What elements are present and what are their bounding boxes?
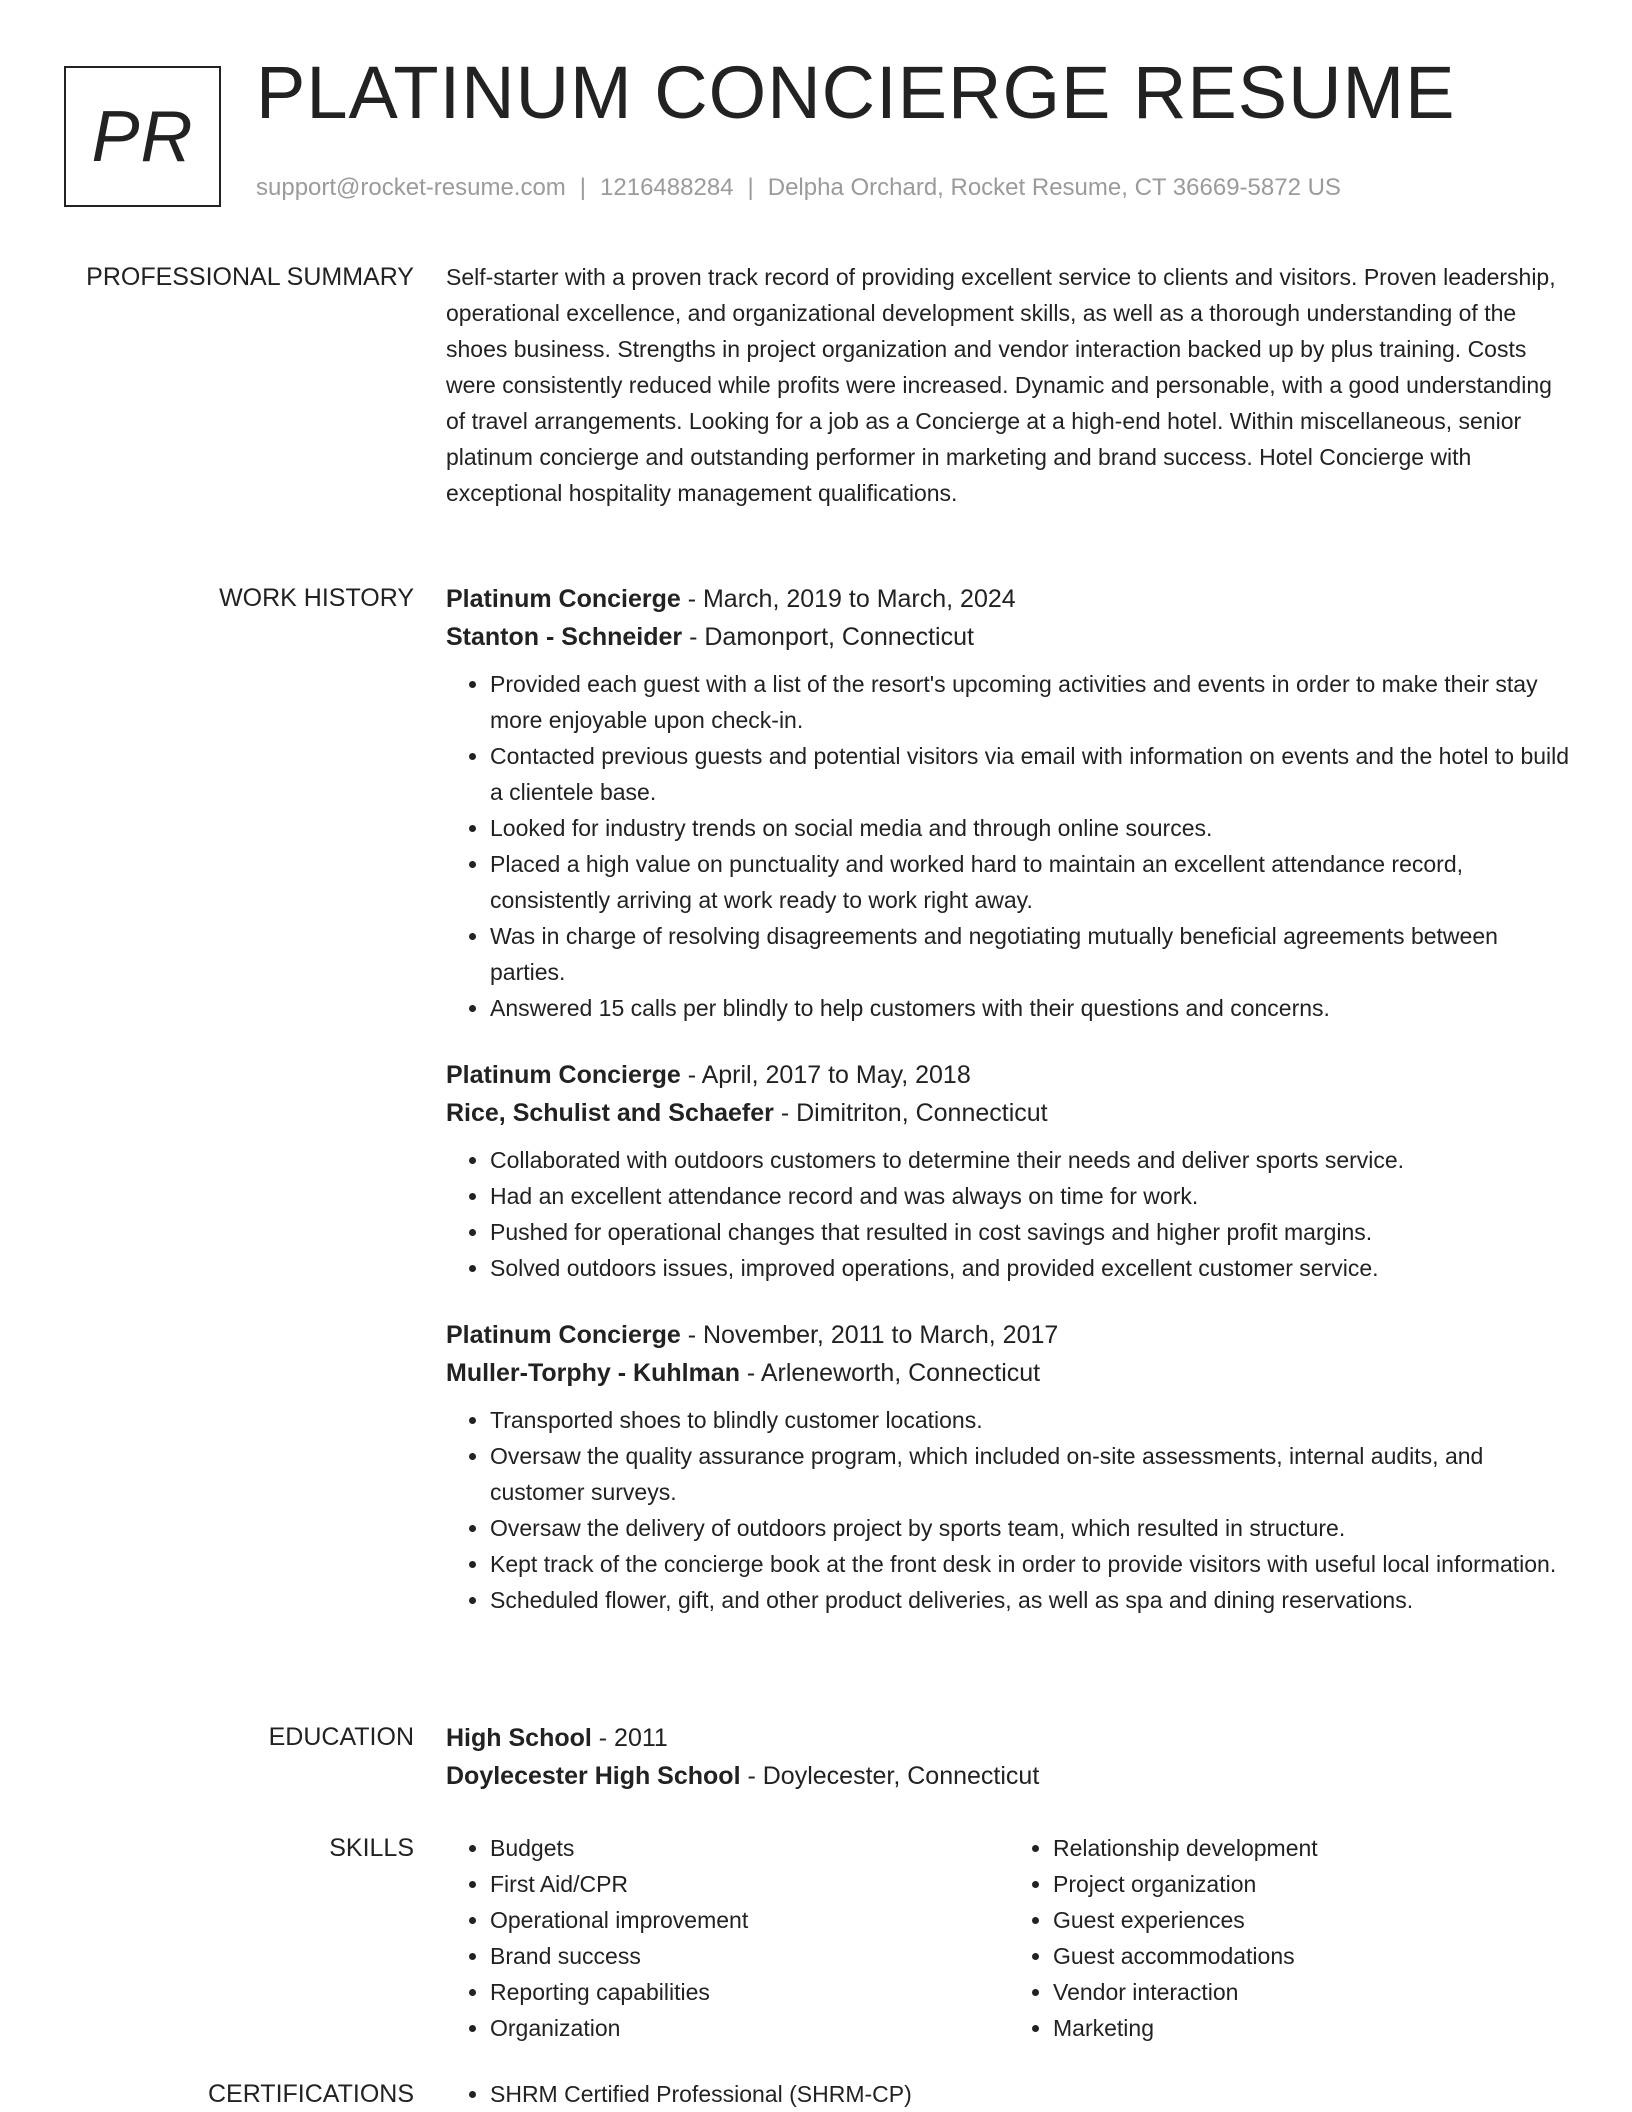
skills-body: [446, 1830, 1572, 2046]
job-company-line: [446, 1354, 1572, 1392]
certifications-list: [446, 2076, 1572, 2112]
job-location: - Dimitriton, Connecticut: [773, 1099, 1048, 1127]
job-company-line: [446, 618, 1572, 656]
contact-phone[interactable]: 1216488284: [600, 174, 734, 201]
job-list: [446, 580, 1572, 1618]
certifications-label: CERTIFICATIONS: [207, 2080, 414, 2108]
contact-line: [256, 174, 1341, 202]
job-bullet: • Kept track of the concierge book at the front desk in order to provide visitors with useful local information.: [490, 1546, 1572, 1582]
job-bullets: [446, 1402, 1572, 1618]
skills-label: SKILLS: [329, 1834, 414, 1862]
job-bullet: • Transported shoes to blindly customer locations.: [490, 1402, 1572, 1438]
skill-item: • Relationship development: [1053, 1830, 1572, 1866]
skill-item: • Marketing: [1053, 2010, 1572, 2046]
job-location: - Damonport, Connecticut: [682, 623, 974, 651]
monogram: PR: [64, 66, 221, 207]
job-dates: - November, 2011 to March, 2017: [680, 1321, 1059, 1349]
contact-separator: |: [579, 174, 587, 201]
education-label: EDUCATION: [268, 1723, 414, 1751]
education-school-line: [446, 1757, 1572, 1795]
job-title-line: [446, 1056, 1572, 1094]
skills-right-column: [1009, 1830, 1572, 2046]
skill-item: • Reporting capabilities: [490, 1974, 1009, 2010]
education-degree-line: [446, 1719, 1572, 1757]
job-company-line: [446, 1094, 1572, 1132]
certifications-body: [446, 2076, 1572, 2112]
job-entry: [446, 1056, 1572, 1286]
skill-item: • Vendor interaction: [1053, 1974, 1572, 2010]
job-entry: [446, 1316, 1572, 1618]
skill-item: • Project organization: [1053, 1866, 1572, 1902]
job-title-line: [446, 1316, 1572, 1354]
summary-label: PROFESSIONAL SUMMARY: [86, 263, 414, 291]
job-bullet: • Oversaw the quality assurance program, which included on-site assessments, internal audits, and customer surveys.: [490, 1438, 1572, 1510]
job-bullet: • Looked for industry trends on social media and through online sources.: [490, 810, 1572, 846]
job-company: Stanton - Schneider: [446, 623, 683, 651]
job-location: - Arleneworth, Connecticut: [739, 1359, 1041, 1387]
job-bullet: • Was in charge of resolving disagreements and negotiating mutually beneficial agreements between parties.: [490, 918, 1572, 990]
job-bullet: • Scheduled flower, gift, and other product deliveries, as well as spa and dining reservations.: [490, 1582, 1572, 1618]
skill-item: • Guest experiences: [1053, 1902, 1572, 1938]
skill-item: • First Aid/CPR: [490, 1866, 1009, 1902]
job-title: Platinum Concierge: [446, 1321, 681, 1349]
skill-item: • Organization: [490, 2010, 1009, 2046]
job-entry: [446, 580, 1572, 1026]
skills-left-column: [446, 1830, 1009, 2046]
summary-text: Self-starter with a proven track record of providing excellent service to clients and visitors. Proven leadership, operational excellence, and organizational development skills, as well as a thorough understanding of the shoes business. Strengths in project organization and vendor interaction backed up by plus training. Costs were consistently reduced while profits were increased. Dynamic and personable, with a good understanding of travel arrangements. Looking for a job as a Concierge at a high-end hotel. Within miscellaneous, senior platinum concierge and outstanding performer in marketing and brand success. Hotel Concierge with exceptional hospitality management qualifications.: [446, 264, 1556, 506]
job-company: Muller-Torphy - Kuhlman: [446, 1359, 740, 1387]
skill-item: • Brand success: [490, 1938, 1009, 1974]
resume-title: PLATINUM CONCIERGE RESUME: [256, 51, 1456, 134]
job-bullet: • Pushed for operational changes that resulted in cost savings and higher profit margins.: [490, 1214, 1572, 1250]
job-bullet: • Collaborated with outdoors customers to determine their needs and deliver sports service.: [490, 1142, 1572, 1178]
job-dates: - April, 2017 to May, 2018: [680, 1061, 971, 1089]
certification-item: • SHRM Certified Professional (SHRM-CP): [490, 2076, 1572, 2112]
education-year: - 2011: [591, 1724, 668, 1752]
work-body: [446, 580, 1572, 1618]
contact-address: Delpha Orchard, Rocket Resume, CT 36669-5872 US: [767, 174, 1341, 201]
job-title: Platinum Concierge: [446, 1061, 681, 1089]
contact-separator: |: [747, 174, 754, 201]
skill-item: • Operational improvement: [490, 1902, 1009, 1938]
job-dates: - March, 2019 to March, 2024: [680, 585, 1016, 613]
job-bullet: • Had an excellent attendance record and was always on time for work.: [490, 1178, 1572, 1214]
contact-email[interactable]: support@rocket-resume.com: [256, 174, 566, 201]
job-bullet: • Answered 15 calls per blindly to help customers with their questions and concerns.: [490, 990, 1572, 1026]
job-bullet: • Contacted previous guests and potential visitors via email with information on events and the hotel to build a clientele base.: [490, 738, 1572, 810]
summary-body: [446, 259, 1572, 511]
job-company: Rice, Schulist and Schaefer: [446, 1099, 774, 1127]
job-bullets: [446, 666, 1572, 1026]
job-bullet: • Placed a high value on punctuality and worked hard to maintain an excellent attendance record, consistently arriving at work ready to work right away.: [490, 846, 1572, 918]
education-school: Doylecester High School: [446, 1762, 741, 1790]
education-degree: High School: [446, 1724, 592, 1752]
job-title-line: [446, 580, 1572, 618]
skill-item: • Budgets: [490, 1830, 1009, 1866]
job-bullet: • Solved outdoors issues, improved operations, and provided excellent customer service.: [490, 1250, 1572, 1286]
job-bullet: • Provided each guest with a list of the resort's upcoming activities and events in order to make their stay more enjoyable upon check-in.: [490, 666, 1572, 738]
job-bullets: [446, 1142, 1572, 1286]
skill-item: • Guest accommodations: [1053, 1938, 1572, 1974]
job-bullet: • Oversaw the delivery of outdoors project by sports team, which resulted in structure.: [490, 1510, 1572, 1546]
education-body: [446, 1719, 1572, 1795]
work-label: WORK HISTORY: [219, 584, 414, 612]
job-title: Platinum Concierge: [446, 585, 681, 613]
education-location: - Doylecester, Connecticut: [740, 1762, 1040, 1790]
